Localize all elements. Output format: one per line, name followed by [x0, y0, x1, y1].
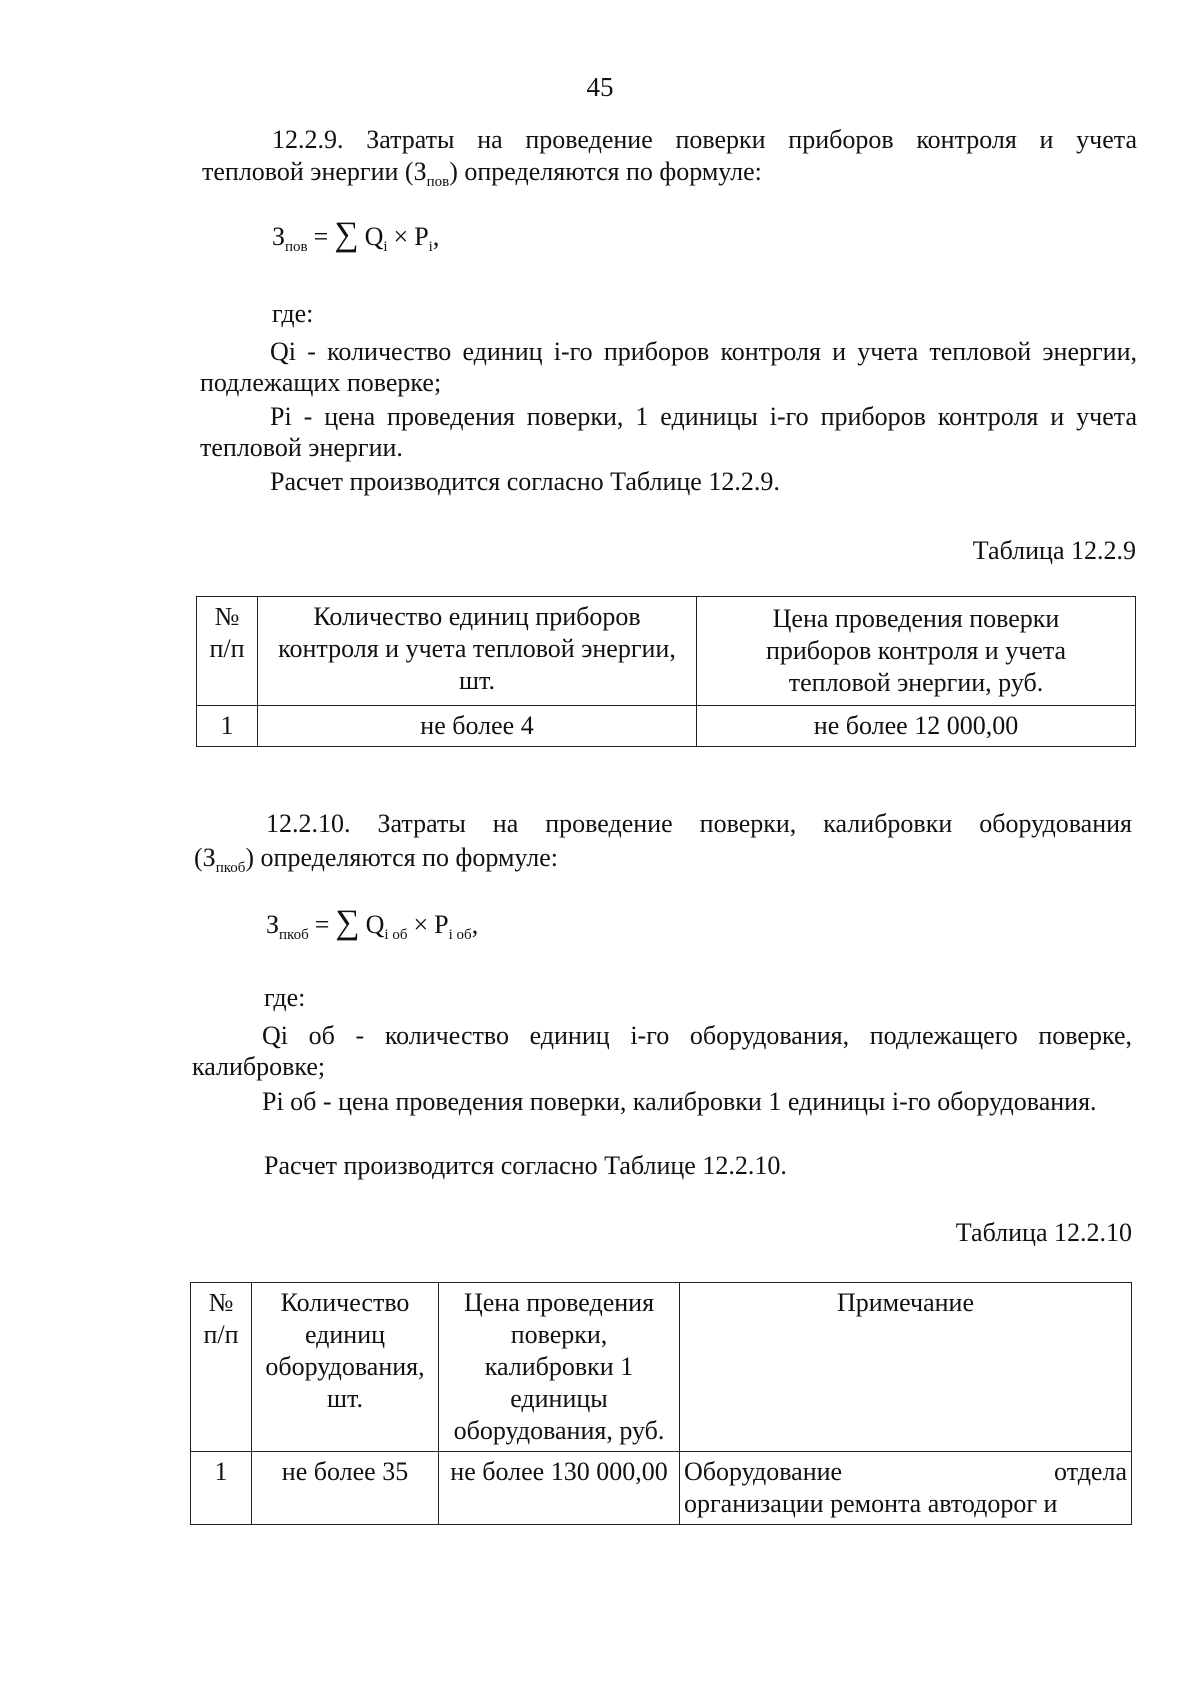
- table-row: [191, 1452, 1132, 1525]
- table-cell: не более 12 000,00: [697, 706, 1136, 747]
- section-heading-cont: $(З_{пкоб})$ определяются по формуле:: [194, 843, 559, 877]
- table-cell: 1: [197, 706, 258, 747]
- header-cell: Примечание: [680, 1283, 1132, 1452]
- page-number: 45: [586, 72, 614, 102]
- table-cell: 1: [191, 1452, 252, 1525]
- table-caption: Таблица 12.2.9: [972, 536, 1136, 565]
- header-cell: Цена проведения поверки, калибровки 1 единицы оборудования, руб.: [439, 1283, 680, 1452]
- section-heading-cont: тепловой энергии $(З_{пов})$ определяются по формуле:: [202, 157, 762, 191]
- table-cell: не более 4: [258, 706, 697, 747]
- table-cell: не более 35: [252, 1452, 439, 1525]
- table-cell: не более 130 000,00: [439, 1452, 680, 1525]
- section-heading: 12.2.10. Затраты на проведение поверки, калибровки оборудования: [266, 809, 1132, 838]
- table-cell-note: Оборудование отдела организации ремонта автодорог и: [680, 1452, 1132, 1525]
- table-header-row: [191, 1283, 1132, 1452]
- where-label: где:: [264, 983, 306, 1012]
- table-header-row: [197, 597, 1136, 706]
- header-cell: Количество единиц оборудования, шт.: [252, 1283, 439, 1452]
- header-cell: № п/п: [197, 597, 258, 706]
- header-cell: Количество единиц приборов контроля и учета тепловой энергии, шт.: [258, 597, 697, 706]
- definition-q: Qi об - количество единиц i-го оборудования, подлежащего поверке, калибровке;: [192, 1021, 1132, 1081]
- heading-text: 12.2.9. Затраты на проведение поверки приборов контроля и учета: [272, 125, 1137, 154]
- table-row: [197, 706, 1136, 747]
- table-12-2-9: [196, 596, 1136, 747]
- definition-q: Qi - количество единиц i-го приборов контроля и учета тепловой энергии, подлежащих поверке;: [200, 337, 1137, 397]
- where-label: где:: [272, 299, 314, 328]
- header-cell: № п/п: [191, 1283, 252, 1452]
- calc-note: Расчет производится согласно Таблице 12.2.9.: [270, 467, 780, 496]
- definition-p: Pi об - цена проведения поверки, калибровки 1 единицы i-го оборудования.: [262, 1087, 1097, 1116]
- section-heading: [272, 124, 1137, 155]
- definition-p: Pi - цена проведения поверки, 1 единицы i-го приборов контроля и учета тепловой энергии.: [200, 402, 1137, 462]
- header-cell: Цена проведения поверки приборов контроля и учета тепловой энергии, руб.: [697, 597, 1136, 706]
- formula-2: $З_{пкоб}$ = ∑ $Q_{i об}$ × $P_{i об}$,: [266, 904, 479, 944]
- calc-note: Расчет производится согласно Таблице 12.2.10.: [264, 1151, 787, 1180]
- formula-1: $З_{пов}$ = ∑ $Q_i$ × $P_i$,: [272, 216, 440, 256]
- table-caption: Таблица 12.2.10: [955, 1218, 1132, 1247]
- table-12-2-10: [190, 1282, 1132, 1525]
